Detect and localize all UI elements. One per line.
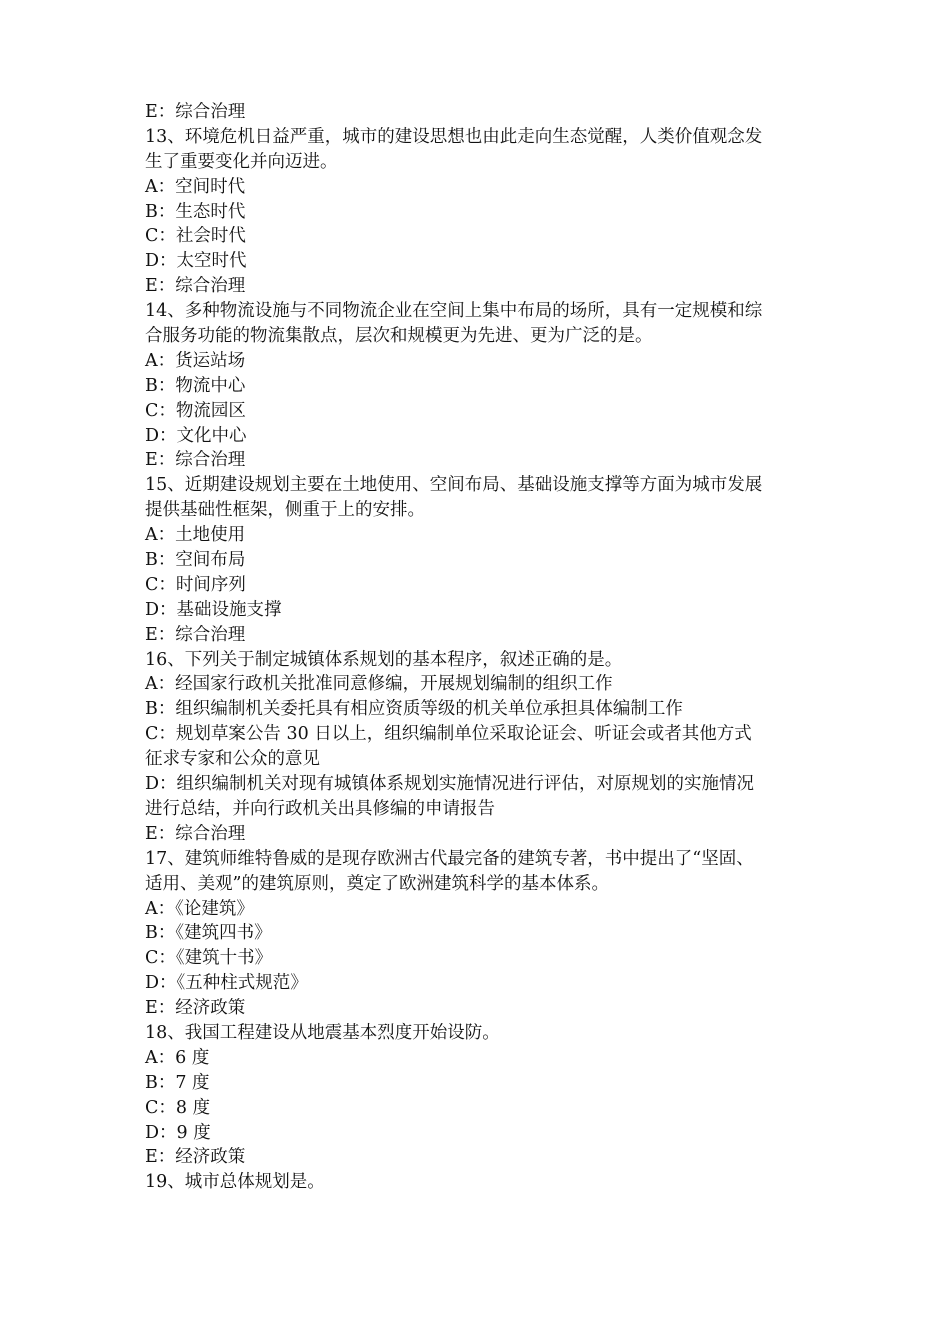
question-text: 18、我国工程建设从地震基本烈度开始设防。 <box>145 1022 500 1043</box>
answer-option: D：9 度 <box>145 1122 211 1143</box>
answer-option: D：基础设施支撑 <box>145 599 282 620</box>
answer-option: E：综合治理 <box>145 102 246 122</box>
answer-option: C：社会时代 <box>145 226 246 247</box>
answer-option: A：经国家行政机关批准同意修编，开展规划编制的组织工作 <box>145 674 613 695</box>
answer-option: C：物流园区 <box>145 400 246 421</box>
document-body <box>145 100 810 1195</box>
answer-option: B：物流中心 <box>145 375 246 396</box>
answer-option: D：太空时代 <box>145 251 247 272</box>
answer-option: A：6 度 <box>145 1047 210 1068</box>
text-line: 生了重要变化并向迈进。 <box>145 151 338 172</box>
answer-option: B：7 度 <box>145 1072 210 1093</box>
answer-option: D：《五种柱式规范》 <box>145 973 308 994</box>
question-text: 15、近期建设规划主要在土地使用、空间布局、基础设施支撑等方面为城市发展 <box>145 475 763 496</box>
answer-option: A：土地使用 <box>145 525 246 546</box>
text-line: 征求专家和公众的意见 <box>145 749 320 770</box>
answer-option: C：8 度 <box>145 1097 211 1118</box>
answer-option: B：生态时代 <box>145 201 246 222</box>
answer-option: B：组织编制机关委托具有相应资质等级的机关单位承担具体编制工作 <box>145 699 683 720</box>
answer-option: A：货运站场 <box>145 350 246 371</box>
answer-option: D：文化中心 <box>145 425 247 446</box>
answer-option: B：《建筑四书》 <box>145 923 272 944</box>
text-line: 提供基础性框架，侧重于上的安排。 <box>145 500 425 521</box>
question-text: 13、环境危机日益严重，城市的建设思想也由此走向生态觉醒，人类价值观念发 <box>145 126 763 147</box>
answer-option: C：时间序列 <box>145 574 246 595</box>
question-text: 14、多种物流设施与不同物流企业在空间上集中布局的场所，具有一定规模和综 <box>145 301 763 322</box>
answer-option: E：经济政策 <box>145 998 246 1019</box>
answer-option: E：综合治理 <box>145 823 246 844</box>
answer-option: A：《论建筑》 <box>145 898 254 919</box>
answer-option: C：规划草案公告 30 日以上，组织编制单位采取论证会、听证会或者其他方式 <box>145 724 752 745</box>
question-text: 17、建筑师维特鲁威的是现存欧洲古代最完备的建筑专著，书中提出了“坚固、 <box>145 848 754 869</box>
answer-option: E：综合治理 <box>145 276 246 297</box>
answer-option: C：《建筑十书》 <box>145 948 273 969</box>
question-text: 19、城市总体规划是。 <box>145 1172 325 1193</box>
answer-option: D：组织编制机关对现有城镇体系规划实施情况进行评估，对原规划的实施情况 <box>145 774 755 795</box>
answer-option: A：空间时代 <box>145 176 246 197</box>
answer-option: E：综合治理 <box>145 624 246 645</box>
text-line: 进行总结，并向行政机关出具修编的申请报告 <box>145 798 495 819</box>
answer-option: E：经济政策 <box>145 1147 246 1168</box>
text-line: 适用、美观”的建筑原则，奠定了欧洲建筑科学的基本体系。 <box>145 873 609 894</box>
question-text: 16、下列关于制定城镇体系规划的基本程序，叙述正确的是。 <box>145 649 623 670</box>
text-line: 合服务功能的物流集散点，层次和规模更为先进、更为广泛的是。 <box>145 326 653 347</box>
answer-option: B：空间布局 <box>145 550 246 571</box>
answer-option: E：综合治理 <box>145 450 246 471</box>
